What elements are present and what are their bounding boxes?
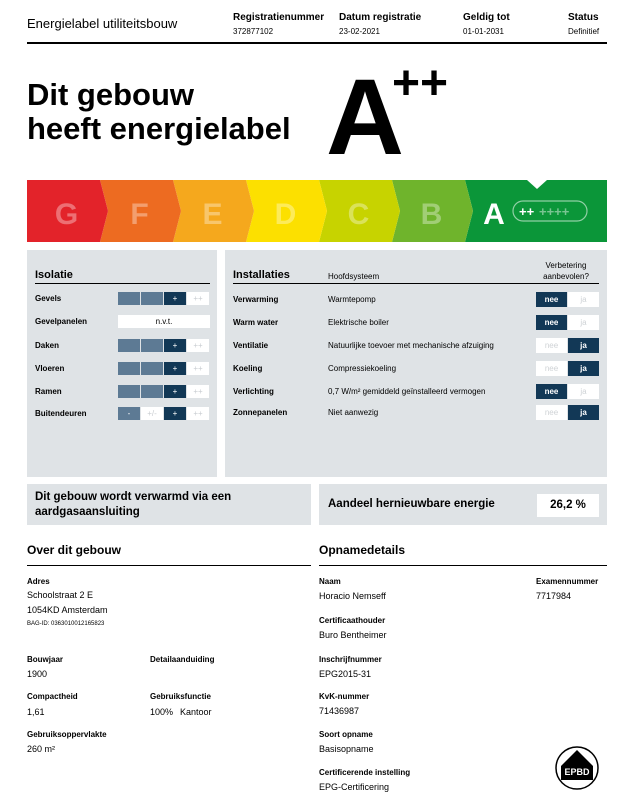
isolatie-cell: +	[164, 339, 186, 352]
hoofdsysteem-heading: Hoofdsysteem	[328, 272, 380, 281]
date-value: 23-02-2021	[339, 27, 380, 36]
installaties-title: Installaties	[233, 269, 290, 281]
area-value: 260 m²	[27, 744, 56, 754]
heating-note-line2: aardgasaansluiting	[35, 506, 140, 518]
registration-no-label: Inschrijfnummer	[319, 655, 382, 664]
date-label: Datum registratie	[339, 12, 422, 23]
address-line1: Schoolstraat 2 E	[27, 590, 94, 600]
isolatie-cell: ++	[187, 385, 209, 398]
type-label: Soort opname	[319, 730, 373, 739]
isolatie-cell: n.v.t.	[118, 315, 210, 328]
installaties-divider	[233, 283, 599, 284]
heating-note	[35, 490, 231, 520]
installatie-row-label: Ventilatie	[233, 341, 269, 350]
header-divider	[27, 42, 607, 44]
improvement-heading: Verbetering aanbevolen?	[543, 261, 589, 281]
isolatie-row-label: Buitendeuren	[35, 409, 87, 418]
scale-letter-c: C	[347, 198, 370, 231]
valid-value: 01-01-2031	[463, 27, 504, 36]
improvement-nee: nee	[536, 405, 567, 420]
recording-title: Opnamedetails	[319, 543, 406, 557]
installatie-row-label: Warm water	[233, 318, 279, 327]
status-label: Status	[568, 12, 599, 23]
isolatie-row-label: Gevelpanelen	[35, 317, 88, 326]
isolatie-cell: ++	[187, 407, 209, 420]
installatie-row-value: Elektrische boiler	[328, 318, 389, 327]
headline	[27, 78, 291, 146]
isolatie-cell: +	[164, 362, 186, 375]
isolatie-cell	[118, 385, 140, 398]
year-label: Bouwjaar	[27, 655, 64, 664]
improvement-ja: ja	[568, 315, 599, 330]
address-line2: 1054KD Amsterdam	[27, 605, 108, 615]
headline-line1: Dit gebouw	[27, 77, 195, 112]
installatie-row-label: Koeling	[233, 364, 263, 373]
registration-label: Registratienummer	[233, 12, 325, 23]
isolatie-cell	[118, 292, 140, 305]
installatie-row-value: Warmtepomp	[328, 295, 376, 304]
isolatie-cell	[141, 339, 163, 352]
installatie-row-value: Compressiekoeling	[328, 364, 397, 373]
cert-holder-label: Certificaathouder	[319, 616, 386, 625]
kvk-label: KvK-nummer	[319, 692, 370, 701]
epbd-logo-text: EPBD	[564, 767, 590, 777]
renewable-value: 26,2 %	[537, 494, 599, 517]
isolatie-title: Isolatie	[35, 269, 73, 281]
installatie-row-label: Verlichting	[233, 387, 274, 396]
improvement-ja: ja	[568, 361, 599, 376]
about-divider	[27, 565, 311, 566]
registration-no-value: EPG2015-31	[319, 669, 372, 679]
status	[568, 12, 599, 36]
isolatie-cell	[141, 385, 163, 398]
status-value: Definitief	[568, 27, 600, 36]
function-pct: 100%	[150, 707, 174, 717]
institute-value: EPG-Certificering	[319, 782, 390, 792]
improvement-nee: nee	[536, 338, 567, 353]
heating-note-line1: Dit gebouw wordt verwarmd via een	[35, 491, 232, 503]
address-label: Adres	[27, 577, 50, 586]
epbd-logo	[553, 744, 601, 792]
improvement-ja: ja	[568, 292, 599, 307]
plus-bold: ++	[519, 204, 535, 219]
renewable-label: Aandeel hernieuwbare energie	[328, 498, 495, 510]
registration-value: 372877102	[233, 27, 274, 36]
scale-letter-g: G	[54, 198, 79, 231]
isolatie-cell	[118, 362, 140, 375]
plus-faint: ++++	[539, 204, 570, 219]
scale-letter-f: F	[130, 198, 149, 231]
compact-value: 1,61	[27, 707, 45, 717]
scale-letter-a: A	[483, 198, 505, 231]
isolatie-cell: ++	[187, 339, 209, 352]
improvement-nee: nee	[536, 315, 567, 330]
isolatie-row-label: Vloeren	[35, 364, 65, 373]
valid-label: Geldig tot	[463, 12, 510, 23]
type-value: Basisopname	[319, 744, 374, 754]
kvk-value: 71436987	[319, 706, 360, 716]
improvement-ja: ja	[568, 338, 599, 353]
year-value: 1900	[27, 669, 48, 679]
installatie-row-value: Niet aanwezig	[328, 408, 379, 417]
document-title: Energielabel utiliteitsbouw	[27, 16, 178, 31]
area-label: Gebruiksoppervlakte	[27, 730, 107, 739]
scale-letter-d: D	[274, 198, 297, 231]
compact-label: Compactheid	[27, 692, 78, 701]
headline-line2: heeft energielabel	[27, 111, 291, 146]
isolatie-cell: ++	[187, 292, 209, 305]
improvement-nee: nee	[536, 384, 567, 399]
isolatie-row-label: Gevels	[35, 294, 62, 303]
installatie-row-label: Zonnepanelen	[233, 408, 288, 417]
energy-scale	[27, 180, 607, 242]
isolatie-cell: +	[164, 385, 186, 398]
label-letter: A	[326, 56, 404, 177]
installatie-row-value: Natuurlijke toevoer met mechanische afzuiging	[328, 341, 494, 350]
isolatie-cell: -	[118, 407, 140, 420]
isolatie-cell	[141, 292, 163, 305]
scale-letter-b: B	[420, 198, 443, 231]
isolatie-cell: ++	[187, 362, 209, 375]
isolatie-row-label: Daken	[35, 341, 60, 350]
bag-id: BAG-ID: 0363010012165823	[27, 621, 105, 627]
exam-label: Examennummer	[536, 577, 599, 586]
isolatie-cell: +/-	[141, 407, 163, 420]
installatie-row-value: 0,7 W/m² gemiddeld geïnstalleerd vermogen	[328, 387, 486, 396]
isolatie-cell	[118, 339, 140, 352]
isolatie-cell: +	[164, 292, 186, 305]
function-value: Kantoor	[180, 707, 212, 717]
improvement-ja: ja	[568, 405, 599, 420]
about-title: Over dit gebouw	[27, 543, 122, 557]
exam-value: 7717984	[536, 591, 572, 601]
improvement-nee: nee	[536, 292, 567, 307]
isolatie-cell	[141, 362, 163, 375]
scale-letter-e: E	[202, 198, 223, 231]
isolatie-divider	[35, 283, 210, 284]
name-label: Naam	[319, 577, 341, 586]
registration-number	[233, 12, 324, 36]
recording-divider	[319, 565, 607, 566]
improvement-ja: ja	[568, 384, 599, 399]
cert-holder-value: Buro Bentheimer	[319, 630, 387, 640]
function-label: Gebruiksfunctie	[150, 692, 211, 701]
valid-until	[463, 12, 510, 36]
improvement-nee: nee	[536, 361, 567, 376]
installatie-row-label: Verwarming	[233, 295, 279, 304]
institute-label: Certificerende instelling	[319, 768, 411, 777]
detail-label: Detailaanduiding	[150, 655, 215, 664]
isolatie-row-label: Ramen	[35, 387, 62, 396]
label-plus: ++	[392, 57, 449, 110]
isolatie-cell: +	[164, 407, 186, 420]
name-value: Horacio Nemseff	[319, 591, 386, 601]
registration-date	[339, 12, 421, 36]
